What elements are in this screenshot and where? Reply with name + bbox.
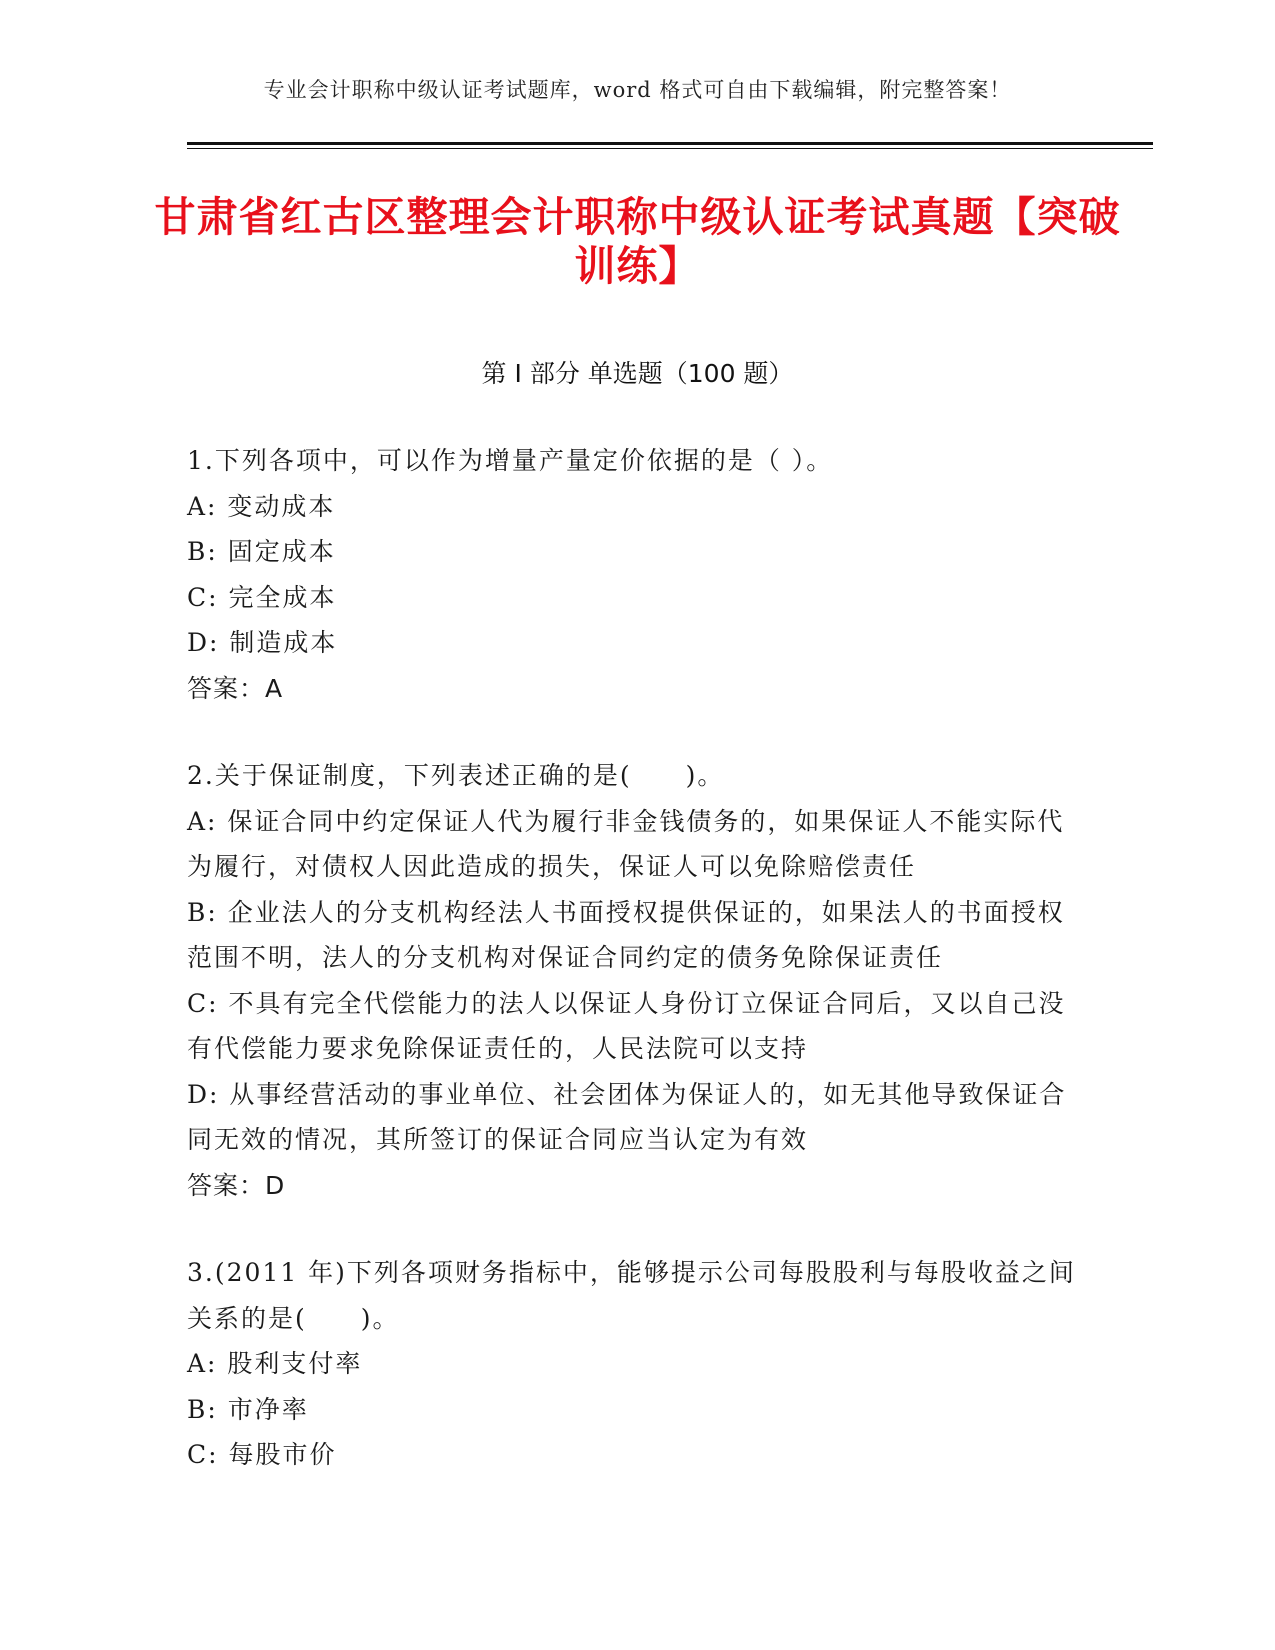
header-note: 专业会计职称中级认证考试题库，word 格式可自由下载编辑，附完整答案！	[263, 78, 1012, 102]
question-stem: 1.下列各项中，可以作为增量产量定价依据的是（ ）。	[187, 446, 834, 475]
option-a: A: 变动成本	[187, 491, 336, 521]
answer: 答案：D	[187, 1170, 286, 1200]
header-rule-thick	[187, 142, 1153, 145]
option-d: D: 从事经营活动的事业单位、社会团体为保证人的，如无其他导致保证合同无效的情况，其所签订的保证合同应当认定为有效	[187, 1079, 1067, 1154]
question-3	[187, 1250, 1087, 1478]
option-b: B: 固定成本	[187, 537, 336, 566]
document-title: 甘肃省红古区整理会计职称中级认证考试真题【突破训练】	[154, 193, 1121, 290]
option-b: B: 企业法人的分支机构经法人书面授权提供保证的，如果法人的书面授权范围不明，法人的分支机构对保证合同约定的债务免除保证责任	[187, 897, 1065, 972]
option-a: A: 保证合同中约定保证人代为履行非金钱债务的，如果保证人不能实际代为履行，对债权人因此造成的损失，保证人可以免除赔偿责任	[187, 806, 1065, 881]
option-d: D: 制造成本	[187, 628, 338, 657]
question-1	[187, 438, 1087, 711]
option-c: C: 不具有完全代偿能力的法人以保证人身份订立保证合同后，又以自己没有代偿能力要求免除保证责任的，人民法院可以支持	[187, 988, 1066, 1063]
question-stem: 3.(2011 年)下列各项财务指标中，能够提示公司每股股利与每股收益之间关系的是( )。	[187, 1258, 1076, 1333]
question-2	[187, 753, 1087, 1208]
header-rule-thin	[187, 148, 1153, 149]
option-b: B: 市净率	[187, 1394, 309, 1424]
option-c: C: 完全成本	[187, 582, 337, 612]
option-c: C: 每股市价	[187, 1440, 337, 1469]
option-a: A: 股利支付率	[187, 1349, 363, 1378]
question-list	[187, 438, 1087, 1520]
question-stem: 2.关于保证制度，下列表述正确的是( )。	[187, 761, 725, 790]
section-title: 第 I 部分 单选题（100 题）	[481, 359, 794, 388]
answer: 答案：A	[187, 673, 284, 703]
